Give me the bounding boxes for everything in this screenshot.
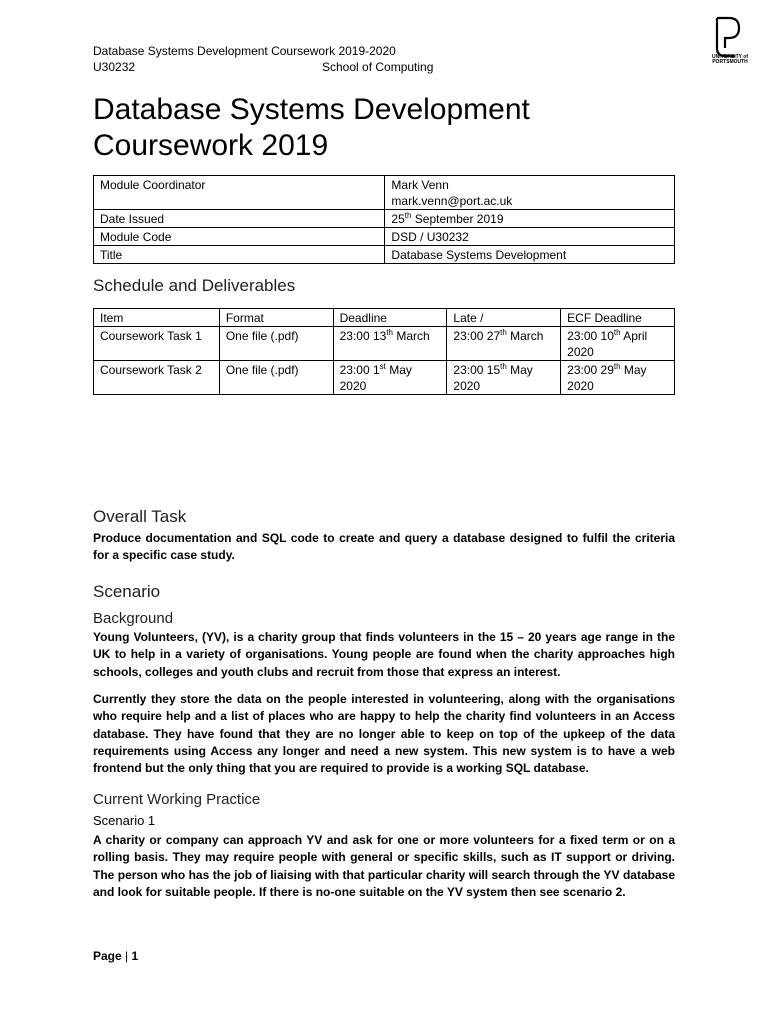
ordinal-suffix: th <box>613 362 621 371</box>
column-header: ECF Deadline <box>561 309 675 327</box>
table-row <box>94 228 675 246</box>
deadline-month: March <box>392 329 430 343</box>
table-row <box>94 327 675 361</box>
current-working-practice-heading: Current Working Practice <box>93 791 261 808</box>
late-cell <box>447 361 561 395</box>
late-year: 2020 <box>453 379 481 393</box>
late-time: 23:00 15 <box>453 363 501 377</box>
background-heading: Background <box>93 610 174 627</box>
page-footer <box>93 948 138 964</box>
date-rest: September 2019 <box>411 212 504 226</box>
document-title <box>93 92 530 164</box>
ecf-month: May <box>620 363 647 377</box>
module-info-table <box>93 175 675 264</box>
item-cell: Coursework Task 2 <box>94 361 220 395</box>
deadline-month: May <box>385 363 412 377</box>
overall-task-heading: Overall Task <box>93 507 187 526</box>
deadline-cell <box>333 361 447 395</box>
deadline-year: 2020 <box>339 379 367 393</box>
title-line-1: Database Systems Development <box>93 93 530 126</box>
page-label: Page <box>93 949 122 963</box>
ecf-time: 23:00 10 <box>567 329 614 343</box>
info-value: DSD / U30232 <box>385 228 675 246</box>
table-row <box>94 176 675 210</box>
item-cell: Coursework Task 1 <box>94 327 220 361</box>
coordinator-name: Mark Venn <box>391 178 449 192</box>
deadline-time: 23:00 1 <box>339 363 380 377</box>
late-month: May <box>506 363 533 377</box>
late-month: March <box>506 329 544 343</box>
info-label: Module Coordinator <box>94 176 385 210</box>
info-label: Date Issued <box>94 210 385 228</box>
ecf-year: 2020 <box>567 379 594 393</box>
date-day: 25 <box>391 212 405 226</box>
background-paragraph-1: Young Volunteers, (YV), is a charity group that finds volunteers in the 15 – 20 years age range in the UK to help in a variety of organisations. Young people are found when the charity approaches high schools, colleges and youth clubs and recruit from those that express an interest. <box>93 630 675 679</box>
ordinal-suffix: th <box>613 328 621 337</box>
header-school: School of Computing <box>322 60 434 74</box>
table-row <box>94 210 675 228</box>
info-value <box>385 176 675 210</box>
info-value: Database Systems Development <box>385 246 675 264</box>
late-cell <box>447 327 561 361</box>
ordinal-suffix: th <box>386 328 393 337</box>
info-label: Module Code <box>94 228 385 246</box>
ordinal-suffix: th <box>500 328 507 337</box>
ordinal-suffix: st <box>379 362 386 371</box>
header-module-code: U30232 <box>93 60 136 74</box>
table-row <box>94 246 675 264</box>
column-header: Deadline <box>333 309 447 327</box>
ordinal-suffix: th <box>500 362 507 371</box>
ecf-cell <box>561 327 675 361</box>
ecf-month: April <box>620 329 648 343</box>
ecf-time: 23:00 29 <box>567 363 614 377</box>
table-header-row <box>94 309 675 327</box>
coordinator-email: mark.venn@port.ac.uk <box>391 194 513 208</box>
scenario-1-text: A charity or company can approach YV and ask for one or more volunteers for a fixed term or on a rolling basis. They may require people with general or specific skills, such as IT support or driving. The person who has the job of liaising with that particular charity will search through the YV database and look for suitable people. If there is no-one suitable on the YV system then see scenario 2. <box>93 833 675 899</box>
deadline-time: 23:00 13 <box>339 329 387 343</box>
overall-task-text: Produce documentation and SQL code to create and query a database designed to fulfil the criteria for a specific case study. <box>93 531 675 563</box>
format-cell: One file (.pdf) <box>219 327 333 361</box>
schedule-heading: Schedule and Deliverables <box>93 276 296 295</box>
header-course-title: Database Systems Development Coursework 2019-2020 <box>93 44 396 58</box>
background-paragraph-2: Currently they store the data on the people interested in volunteering, along with the organisations who require help and a list of places who are happy to help the charity find volunteers in an Access database. They have found that they are no longer able to keep on top of the upkeep of the data requirements using Access any longer and need a new system. This new system is to have a web frontend but the only thing that you are required to provide is a working SQL database. <box>93 692 675 776</box>
ecf-cell <box>561 361 675 395</box>
late-time: 23:00 27 <box>453 329 501 343</box>
column-header: Format <box>219 309 333 327</box>
info-value <box>385 210 675 228</box>
table-row <box>94 361 675 395</box>
page-number: 1 <box>131 949 139 963</box>
schedule-table <box>93 308 675 395</box>
column-header: Item <box>94 309 220 327</box>
footer-separator: | <box>125 949 129 963</box>
university-logo-text: UNIVERSITY of PORTSMOUTH <box>711 54 749 65</box>
deadline-cell <box>333 327 447 361</box>
format-cell: One file (.pdf) <box>219 361 333 395</box>
scenario-heading: Scenario <box>93 582 161 601</box>
title-line-2: Coursework 2019 <box>93 129 329 162</box>
scenario-1-heading: Scenario 1 <box>93 813 156 828</box>
date-suffix: th <box>404 211 412 220</box>
ecf-year: 2020 <box>567 345 594 359</box>
column-header: Late / <box>447 309 561 327</box>
info-label: Title <box>94 246 385 264</box>
